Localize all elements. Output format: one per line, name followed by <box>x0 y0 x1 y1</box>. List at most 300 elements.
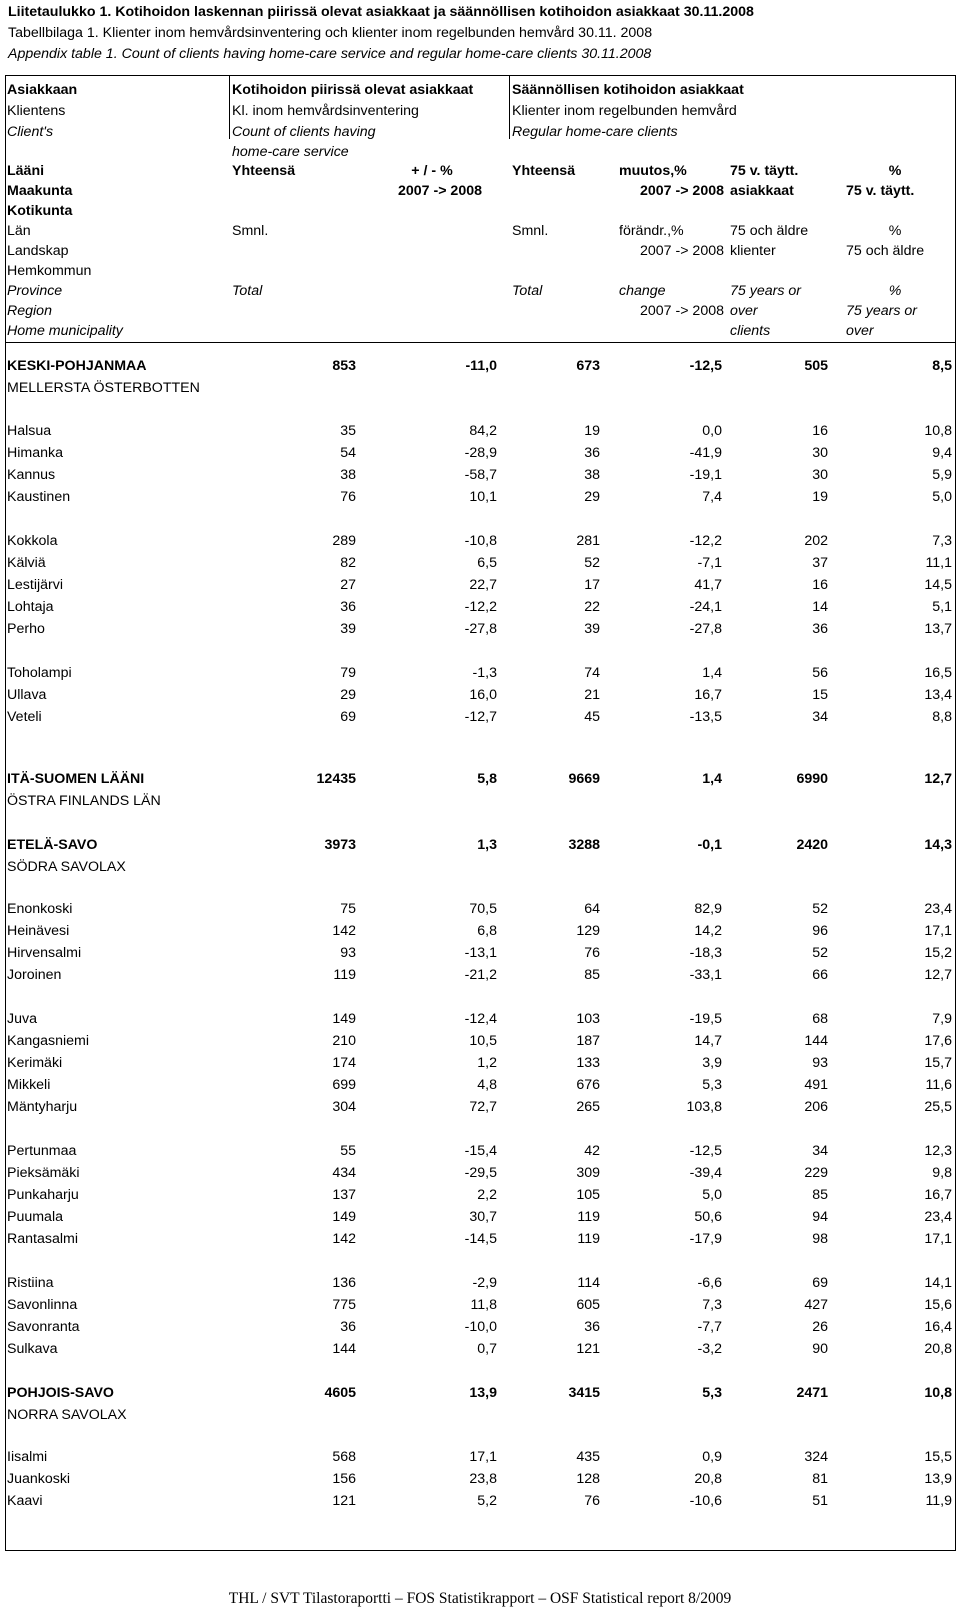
row-name: Kannus <box>7 467 56 483</box>
table-row <box>6 706 954 728</box>
cell-regular-change-pct: 0,9 <box>702 1449 722 1465</box>
cell-regular-total: 45 <box>584 709 600 725</box>
cell-regular-change-pct: -12,2 <box>689 533 722 549</box>
cell-pct-75-plus: 5,1 <box>932 599 952 615</box>
cell-regular-total: 265 <box>576 1099 600 1115</box>
cell-clients-75-plus: 19 <box>812 489 828 505</box>
cell-pct-75-plus: 17,6 <box>924 1033 952 1049</box>
table-row <box>6 1096 954 1118</box>
cell-regular-change-pct: 1,4 <box>702 665 722 681</box>
col1-header-sv: Smnl. <box>232 223 269 239</box>
cell-clients-75-plus: 36 <box>812 621 828 637</box>
cell-clients-75-plus: 229 <box>804 1165 828 1181</box>
table-row <box>6 596 954 618</box>
cell-regular-total: 105 <box>576 1187 600 1203</box>
cell-total-clients: 434 <box>332 1165 356 1181</box>
cell-regular-total: 22 <box>584 599 600 615</box>
cell-change-pct: 10,1 <box>469 489 497 505</box>
cell-total-clients: 174 <box>332 1055 356 1071</box>
cell-regular-change-pct: 1,4 <box>702 771 722 787</box>
table-row <box>6 420 954 442</box>
table-row <box>6 662 954 684</box>
cell-clients-75-plus: 206 <box>804 1099 828 1115</box>
cell-regular-total: 42 <box>584 1143 600 1159</box>
col1-header-en: Total <box>232 283 263 299</box>
cell-regular-change-pct: -18,3 <box>689 945 722 961</box>
cell-clients-75-plus: 6990 <box>796 771 828 787</box>
cell-pct-75-plus: 12,7 <box>924 967 952 983</box>
cell-clients-75-plus: 491 <box>804 1077 828 1093</box>
cell-regular-change-pct: -13,5 <box>689 709 722 725</box>
cell-pct-75-plus: 23,4 <box>924 901 952 917</box>
cell-clients-75-plus: 66 <box>812 967 828 983</box>
row-name: Toholampi <box>7 665 72 681</box>
cell-regular-total: 281 <box>576 533 600 549</box>
header-home-municipality: Home municipality <box>7 323 123 339</box>
cell-regular-change-pct: -41,9 <box>689 445 722 461</box>
cell-clients-75-plus: 98 <box>812 1231 828 1247</box>
col4-header-en-1: change <box>619 283 666 299</box>
group1-title-en-1: Count of clients having <box>232 124 376 140</box>
table-row <box>6 1008 954 1030</box>
cell-total-clients: 79 <box>340 665 356 681</box>
cell-total-clients: 144 <box>332 1341 356 1357</box>
cell-total-clients: 149 <box>332 1209 356 1225</box>
cell-regular-total: 129 <box>576 923 600 939</box>
cell-regular-total: 39 <box>584 621 600 637</box>
title-english: Appendix table 1. Count of clients having home-care service and regular home-care clients 30.11.2008 <box>8 46 652 62</box>
col5-header-sv-1: 75 och äldre <box>730 223 809 239</box>
table-row <box>6 1272 954 1294</box>
cell-clients-75-plus: 16 <box>812 423 828 439</box>
cell-total-clients: 568 <box>332 1449 356 1465</box>
row-name: Kälviä <box>7 555 46 571</box>
cell-clients-75-plus: 144 <box>804 1033 828 1049</box>
col6-header-sv-1: % <box>888 223 902 239</box>
cell-clients-75-plus: 30 <box>812 445 828 461</box>
cell-regular-change-pct: -19,1 <box>689 467 722 483</box>
cell-change-pct: 10,5 <box>469 1033 497 1049</box>
cell-regular-total: 605 <box>576 1297 600 1313</box>
header-divider-2 <box>509 75 510 139</box>
cell-total-clients: 29 <box>340 687 356 703</box>
table-row <box>6 574 954 596</box>
cell-regular-change-pct: 14,2 <box>694 923 722 939</box>
cell-regular-change-pct: -7,1 <box>697 555 722 571</box>
table-row <box>6 1316 954 1338</box>
cell-change-pct: -14,5 <box>464 1231 497 1247</box>
cell-change-pct: -2,9 <box>472 1275 497 1291</box>
header-asiakkaan: Asiakkaan <box>7 82 78 98</box>
table-row <box>6 1052 954 1074</box>
table-row <box>6 1468 954 1490</box>
table-row <box>6 898 954 920</box>
header-laani: Lääni <box>7 163 45 179</box>
cell-regular-change-pct: 82,9 <box>694 901 722 917</box>
cell-pct-75-plus: 20,8 <box>924 1341 952 1357</box>
col5-header-fi-1: 75 v. täytt. <box>730 163 799 179</box>
cell-change-pct: 6,5 <box>477 555 497 571</box>
region-subtitle: MELLERSTA ÖSTERBOTTEN <box>7 380 200 396</box>
group1-title-sv: Kl. inom hemvårdsinventering <box>232 103 419 119</box>
header-region: Region <box>7 303 52 319</box>
row-name: Punkaharju <box>7 1187 79 1203</box>
cell-regular-total: 114 <box>577 1275 600 1291</box>
col6-header-fi-1: % <box>888 163 902 179</box>
col4-header-sv-1: förändr.,% <box>619 223 684 239</box>
table-row <box>6 464 954 486</box>
cell-total-clients: 142 <box>332 923 356 939</box>
cell-change-pct: 30,7 <box>469 1209 497 1225</box>
cell-regular-total: 85 <box>584 967 600 983</box>
col5-header-fi-2: asiakkaat <box>730 183 794 199</box>
table-row <box>6 1446 954 1468</box>
row-name: Rantasalmi <box>7 1231 78 1247</box>
row-name: Perho <box>7 621 45 637</box>
row-name: ITÄ-SUOMEN LÄÄNI <box>7 771 145 787</box>
cell-regular-total: 76 <box>584 1493 600 1509</box>
region-subtitle: ÖSTRA FINLANDS LÄN <box>7 793 161 809</box>
region-row <box>6 355 954 377</box>
cell-total-clients: 93 <box>340 945 356 961</box>
cell-pct-75-plus: 25,5 <box>924 1099 952 1115</box>
cell-pct-75-plus: 16,5 <box>924 665 952 681</box>
header-clients: Client's <box>7 124 54 140</box>
cell-total-clients: 210 <box>332 1033 356 1049</box>
cell-pct-75-plus: 13,9 <box>924 1471 952 1487</box>
cell-change-pct: -1,3 <box>472 665 497 681</box>
cell-regular-change-pct: -19,5 <box>689 1011 722 1027</box>
cell-total-clients: 137 <box>332 1187 356 1203</box>
cell-regular-change-pct: 14,7 <box>694 1033 722 1049</box>
cell-change-pct: 17,1 <box>469 1449 497 1465</box>
table-row <box>6 1338 954 1360</box>
cell-regular-change-pct: 7,4 <box>702 489 722 505</box>
col4-header-fi-2: 2007 -> 2008 <box>639 183 724 199</box>
cell-change-pct: -28,9 <box>464 445 497 461</box>
col6-header-sv-2: 75 och äldre <box>846 243 925 259</box>
cell-pct-75-plus: 11,1 <box>925 555 952 571</box>
cell-pct-75-plus: 15,6 <box>924 1297 952 1313</box>
row-name: ETELÄ-SAVO <box>7 837 98 853</box>
col5-header-en-3: clients <box>730 323 771 339</box>
table-row <box>6 1490 954 1512</box>
cell-pct-75-plus: 10,8 <box>924 423 952 439</box>
cell-clients-75-plus: 202 <box>804 533 828 549</box>
table-row <box>6 1074 954 1096</box>
cell-total-clients: 775 <box>332 1297 356 1313</box>
region-row <box>6 768 954 790</box>
cell-regular-total: 36 <box>584 1319 600 1335</box>
cell-regular-change-pct: -3,2 <box>697 1341 722 1357</box>
table-row <box>6 486 954 508</box>
table-row <box>6 1030 954 1052</box>
cell-pct-75-plus: 13,4 <box>924 687 952 703</box>
cell-clients-75-plus: 2420 <box>796 837 828 853</box>
cell-regular-change-pct: 20,8 <box>694 1471 722 1487</box>
region-row <box>6 1382 954 1404</box>
row-name: Halsua <box>7 423 52 439</box>
title-swedish: Tabellbilaga 1. Klienter inom hemvårdsinventering och klienter inom regelbunden hemvård 30.11. 2008 <box>8 25 653 41</box>
header-divider-1 <box>229 75 230 139</box>
region-subtitle: SÖDRA SAVOLAX <box>7 859 126 875</box>
cell-total-clients: 4605 <box>324 1385 356 1401</box>
table-row <box>6 1228 954 1250</box>
cell-regular-change-pct: 5,0 <box>702 1187 722 1203</box>
col6-header-fi-2: 75 v. täytt. <box>846 183 915 199</box>
row-name: Ristiina <box>7 1275 54 1291</box>
row-name: Savonranta <box>7 1319 80 1335</box>
row-name: Sulkava <box>7 1341 58 1357</box>
col3-header-en: Total <box>512 283 543 299</box>
cell-change-pct: 4,8 <box>477 1077 497 1093</box>
cell-regular-total: 19 <box>584 423 600 439</box>
cell-total-clients: 853 <box>332 358 356 374</box>
cell-total-clients: 55 <box>340 1143 356 1159</box>
cell-pct-75-plus: 7,3 <box>932 533 952 549</box>
cell-change-pct: -21,2 <box>464 967 497 983</box>
cell-change-pct: 0,7 <box>477 1341 497 1357</box>
table-row <box>6 1206 954 1228</box>
table-row <box>6 1140 954 1162</box>
region-subtitle: NORRA SAVOLAX <box>7 1407 127 1423</box>
cell-total-clients: 289 <box>332 533 356 549</box>
cell-regular-total: 52 <box>584 555 600 571</box>
cell-total-clients: 136 <box>332 1275 356 1291</box>
cell-total-clients: 699 <box>332 1077 356 1093</box>
cell-regular-total: 3288 <box>568 837 600 853</box>
cell-clients-75-plus: 15 <box>812 687 828 703</box>
cell-clients-75-plus: 85 <box>812 1187 828 1203</box>
cell-change-pct: -15,4 <box>464 1143 497 1159</box>
cell-total-clients: 69 <box>340 709 356 725</box>
cell-clients-75-plus: 94 <box>812 1209 828 1225</box>
cell-regular-total: 29 <box>584 489 600 505</box>
region-row <box>6 834 954 856</box>
col5-header-sv-2: klienter <box>730 243 776 259</box>
cell-regular-total: 673 <box>576 358 600 374</box>
cell-regular-total: 128 <box>576 1471 600 1487</box>
cell-regular-total: 119 <box>577 1231 600 1247</box>
cell-change-pct: 11,8 <box>470 1297 497 1313</box>
cell-pct-75-plus: 14,5 <box>924 577 952 593</box>
row-name: Kaustinen <box>7 489 71 505</box>
col6-header-en-3: over <box>846 323 874 339</box>
table-row <box>6 442 954 464</box>
row-name: Kokkola <box>7 533 58 549</box>
cell-total-clients: 35 <box>340 423 356 439</box>
cell-change-pct: -58,7 <box>464 467 497 483</box>
cell-clients-75-plus: 68 <box>812 1011 828 1027</box>
cell-regular-total: 74 <box>584 665 600 681</box>
col5-header-en-2: over <box>730 303 758 319</box>
cell-change-pct: 13,9 <box>469 1385 497 1401</box>
cell-pct-75-plus: 14,3 <box>924 837 952 853</box>
row-name: Veteli <box>7 709 42 725</box>
cell-pct-75-plus: 12,7 <box>924 771 952 787</box>
cell-pct-75-plus: 7,9 <box>932 1011 952 1027</box>
cell-change-pct: -12,2 <box>464 599 497 615</box>
cell-pct-75-plus: 11,6 <box>925 1077 952 1093</box>
cell-total-clients: 75 <box>340 901 356 917</box>
cell-total-clients: 156 <box>332 1471 356 1487</box>
cell-clients-75-plus: 96 <box>812 923 828 939</box>
table-row <box>6 1184 954 1206</box>
cell-pct-75-plus: 11,9 <box>925 1493 952 1509</box>
row-name: Lohtaja <box>7 599 54 615</box>
cell-pct-75-plus: 8,5 <box>932 358 952 374</box>
row-name: Iisalmi <box>7 1449 48 1465</box>
cell-regular-total: 76 <box>584 945 600 961</box>
group2-title-en: Regular home-care clients <box>512 124 678 140</box>
row-name: Puumala <box>7 1209 63 1225</box>
cell-regular-change-pct: -39,4 <box>689 1165 722 1181</box>
cell-clients-75-plus: 16 <box>812 577 828 593</box>
cell-total-clients: 121 <box>332 1493 356 1509</box>
cell-regular-change-pct: -24,1 <box>689 599 722 615</box>
cell-pct-75-plus: 16,4 <box>924 1319 952 1335</box>
cell-regular-total: 17 <box>584 577 600 593</box>
cell-pct-75-plus: 14,1 <box>924 1275 952 1291</box>
cell-total-clients: 36 <box>340 599 356 615</box>
cell-change-pct: 84,2 <box>469 423 497 439</box>
cell-pct-75-plus: 9,8 <box>932 1165 952 1181</box>
cell-clients-75-plus: 324 <box>804 1449 828 1465</box>
cell-change-pct: 5,8 <box>477 771 497 787</box>
header-province: Province <box>7 283 63 299</box>
col6-header-en-1: % <box>888 283 902 299</box>
row-name: Pertunmaa <box>7 1143 77 1159</box>
cell-change-pct: -29,5 <box>464 1165 497 1181</box>
cell-change-pct: -12,4 <box>464 1011 497 1027</box>
cell-regular-change-pct: -17,9 <box>689 1231 722 1247</box>
cell-change-pct: 1,3 <box>477 837 497 853</box>
row-name: Kaavi <box>7 1493 43 1509</box>
cell-total-clients: 27 <box>340 577 356 593</box>
cell-pct-75-plus: 23,4 <box>924 1209 952 1225</box>
table-row <box>6 942 954 964</box>
cell-regular-total: 64 <box>584 901 600 917</box>
footer-text: THL / SVT Tilastoraportti – FOS Statistikrapport – OSF Statistical report 8/2009 <box>228 1590 732 1607</box>
cell-pct-75-plus: 17,1 <box>924 1231 952 1247</box>
table-row <box>6 552 954 574</box>
cell-pct-75-plus: 15,5 <box>924 1449 952 1465</box>
cell-regular-change-pct: -27,8 <box>689 621 722 637</box>
cell-clients-75-plus: 69 <box>812 1275 828 1291</box>
cell-change-pct: 6,8 <box>477 923 497 939</box>
cell-regular-total: 36 <box>584 445 600 461</box>
cell-regular-total: 187 <box>576 1033 600 1049</box>
cell-change-pct: 23,8 <box>469 1471 497 1487</box>
cell-total-clients: 36 <box>340 1319 356 1335</box>
cell-change-pct: 2,2 <box>477 1187 497 1203</box>
cell-regular-total: 676 <box>576 1077 600 1093</box>
row-name: Himanka <box>7 445 63 461</box>
cell-total-clients: 149 <box>332 1011 356 1027</box>
cell-regular-total: 38 <box>584 467 600 483</box>
cell-clients-75-plus: 81 <box>812 1471 828 1487</box>
cell-regular-change-pct: -0,1 <box>697 837 722 853</box>
col4-header-sv-2: 2007 -> 2008 <box>639 243 724 259</box>
table-row <box>6 684 954 706</box>
group1-title-en-2: home-care service <box>232 144 349 160</box>
cell-total-clients: 54 <box>340 445 356 461</box>
cell-total-clients: 304 <box>332 1099 356 1115</box>
cell-pct-75-plus: 17,1 <box>924 923 952 939</box>
cell-regular-total: 121 <box>576 1341 600 1357</box>
cell-total-clients: 38 <box>340 467 356 483</box>
row-name: Enonkoski <box>7 901 73 917</box>
table-row <box>6 1162 954 1184</box>
cell-regular-change-pct: -6,6 <box>697 1275 722 1291</box>
row-name: Hirvensalmi <box>7 945 82 961</box>
table-row <box>6 1294 954 1316</box>
row-name: Savonlinna <box>7 1297 78 1313</box>
col4-header-en-2: 2007 -> 2008 <box>639 303 724 319</box>
cell-change-pct: -12,7 <box>464 709 497 725</box>
row-name: Mäntyharju <box>7 1099 78 1115</box>
cell-regular-change-pct: -10,6 <box>689 1493 722 1509</box>
cell-pct-75-plus: 8,8 <box>932 709 952 725</box>
cell-regular-total: 309 <box>576 1165 600 1181</box>
cell-regular-total: 21 <box>584 687 600 703</box>
row-name: Pieksämäki <box>7 1165 80 1181</box>
header-kotikunta: Kotikunta <box>7 203 73 219</box>
row-name: Juva <box>7 1011 37 1027</box>
cell-change-pct: -11,0 <box>465 358 497 374</box>
header-rule <box>5 342 956 343</box>
row-name: POHJOIS-SAVO <box>7 1385 114 1401</box>
row-name: Kangasniemi <box>7 1033 90 1049</box>
header-maakunta: Maakunta <box>7 183 73 199</box>
cell-clients-75-plus: 56 <box>812 665 828 681</box>
cell-regular-total: 9669 <box>568 771 600 787</box>
group2-title-sv: Klienter inom regelbunden hemvård <box>512 103 737 119</box>
col5-header-en-1: 75 years or <box>730 283 801 299</box>
cell-clients-75-plus: 14 <box>812 599 828 615</box>
col3-header-sv: Smnl. <box>512 223 549 239</box>
cell-clients-75-plus: 26 <box>812 1319 828 1335</box>
cell-regular-change-pct: 3,9 <box>702 1055 722 1071</box>
cell-pct-75-plus: 15,2 <box>924 945 952 961</box>
table-row <box>6 920 954 942</box>
cell-change-pct: -13,1 <box>464 945 497 961</box>
cell-regular-change-pct: 5,3 <box>702 1077 722 1093</box>
group2-title-fi: Säännöllisen kotihoidon asiakkaat <box>512 82 744 98</box>
cell-change-pct: 22,7 <box>469 577 497 593</box>
col3-header-fi: Yhteensä <box>512 163 576 179</box>
cell-regular-change-pct: -33,1 <box>689 967 722 983</box>
cell-clients-75-plus: 52 <box>812 901 828 917</box>
cell-regular-change-pct: -12,5 <box>689 1143 722 1159</box>
cell-pct-75-plus: 13,7 <box>924 621 952 637</box>
cell-regular-total: 119 <box>577 1209 600 1225</box>
cell-clients-75-plus: 30 <box>812 467 828 483</box>
table-row <box>6 964 954 986</box>
cell-pct-75-plus: 10,8 <box>924 1385 952 1401</box>
header-klientens: Klientens <box>7 103 66 119</box>
header-hemkommun: Hemkommun <box>7 263 92 279</box>
header-lan: Län <box>7 223 31 239</box>
cell-pct-75-plus: 5,0 <box>932 489 952 505</box>
table-row <box>6 618 954 640</box>
table-row <box>6 530 954 552</box>
cell-pct-75-plus: 12,3 <box>924 1143 952 1159</box>
cell-regular-change-pct: -12,5 <box>689 358 722 374</box>
col4-header-fi-1: muutos,% <box>619 163 687 179</box>
cell-pct-75-plus: 5,9 <box>932 467 952 483</box>
row-name: Ullava <box>7 687 47 703</box>
